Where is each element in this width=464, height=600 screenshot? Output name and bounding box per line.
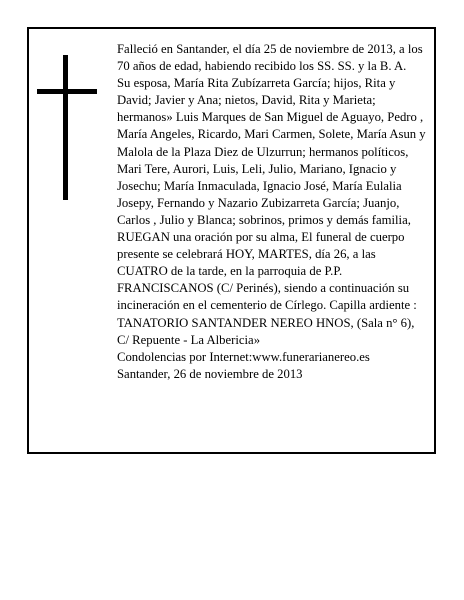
place-date-line: Santander, 26 de noviembre de 2013 — [117, 366, 303, 381]
funeral-details: RUEGAN una oración por su alma, El funeral de cuerpo presente se celebrará HOY, MARTES, día 26, a las CUATRO de la tarde, en la parroquia de P.P. FRANCISCANOS (C/ Perinés), siendo a continuación su incineración en el cementerio de Círlego. Capilla ardiente : TANATORIO SANTANDER NEREO HNOS, (Sala n° 6), C/ Repuente - La Albericia» — [117, 230, 417, 347]
obituary-notice — [27, 27, 436, 454]
cross-horizontal-bar — [37, 89, 97, 94]
death-announcement: Falleció en Santander, el día 25 de noviembre de 2013, a los 70 años de edad, habiendo recibido los SS. SS. y la B. A. — [117, 42, 423, 74]
notice-body — [117, 41, 429, 383]
latin-cross-icon — [37, 55, 97, 200]
cross-vertical-bar — [63, 55, 68, 200]
condolences-line: Condolencias por Internet:www.funerarianereo.es — [117, 349, 370, 364]
family-list: Su esposa, María Rita Zubízarreta García; hijos, Rita y David; Javier y Ana; nietos, David, Rita y Marieta; hermanos» Luis Marques de San Miguel de Aguayo, Pedro , María Angeles, Ricardo, Mari Carmen, Solete, María Asun y Malola de la Plaza Diez de Ulzurrun; hermanos políticos, Mari Tere, Aurori, Luis, Leli, Julio, Mariano, Ignacio y Josechu; María Inmaculada, Ignacio José, María Eulalia Josepy, Fernando y Nazario Zubizarreta García; Juanjo, Carlos , Julio y Blanca; sobrinos, primos y demás familia, — [117, 76, 426, 227]
